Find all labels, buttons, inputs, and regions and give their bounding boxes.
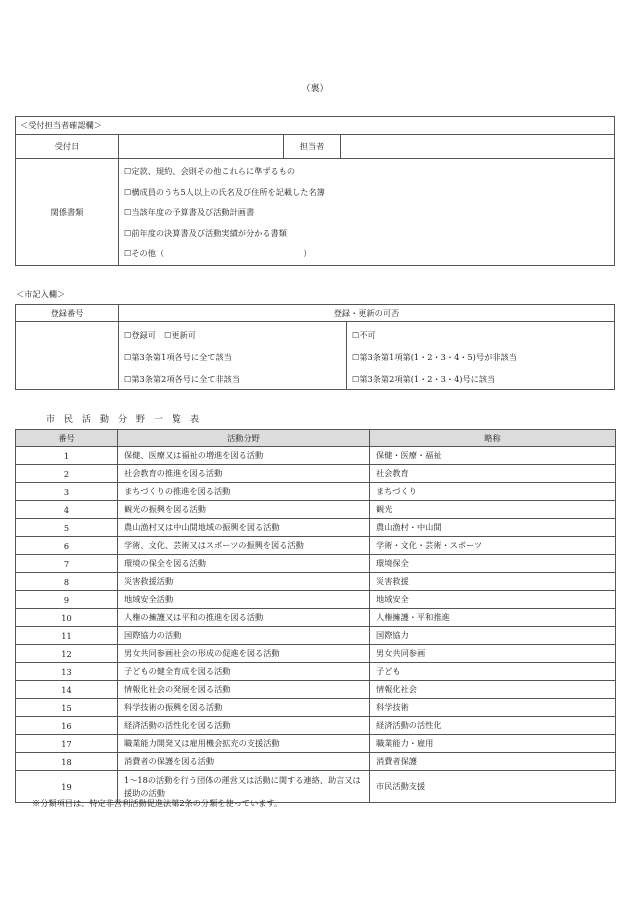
city-header-row bbox=[16, 305, 614, 322]
row-number: 14 bbox=[16, 681, 118, 699]
row-abbr: 人権擁護・平和推進 bbox=[370, 609, 616, 627]
row-abbr: 保健・医療・福祉 bbox=[370, 447, 616, 465]
art3-p1-all-check[interactable]: ☐第3条第1項各号に全て該当 bbox=[124, 352, 232, 362]
reception-section bbox=[15, 116, 615, 266]
reception-docs-list bbox=[119, 159, 614, 266]
row-field: 子どもの健全育成を図る活動 bbox=[118, 663, 370, 681]
row-field: 社会教育の推進を図る活動 bbox=[118, 465, 370, 483]
city-title: ＜市記入欄＞ bbox=[16, 289, 66, 299]
row-field: 災害救援活動 bbox=[118, 573, 370, 591]
doc-check-5[interactable]: ☐その他（ ） bbox=[124, 248, 312, 258]
reception-title: ＜受付担当者確認欄＞ bbox=[16, 117, 614, 135]
doc-check-1[interactable]: ☐定款、規約、会則その他これらに準ずるもの bbox=[124, 166, 296, 176]
row-abbr: 消費者保護 bbox=[370, 753, 616, 771]
reg-no-label: 登録番号 bbox=[16, 305, 119, 321]
reception-person-label: 担当者 bbox=[284, 135, 341, 158]
table-row bbox=[16, 447, 616, 465]
table-row bbox=[16, 501, 616, 519]
row-abbr: 科学技術 bbox=[370, 699, 616, 717]
row-field: 地域安全活動 bbox=[118, 591, 370, 609]
col-abbr-header: 略称 bbox=[370, 430, 616, 447]
table-row bbox=[16, 519, 616, 537]
table-row bbox=[16, 663, 616, 681]
table-row bbox=[16, 681, 616, 699]
table-row bbox=[16, 483, 616, 501]
page-label: （裏） bbox=[301, 84, 329, 94]
row-number: 4 bbox=[16, 501, 118, 519]
row-number: 18 bbox=[16, 753, 118, 771]
table-row bbox=[16, 699, 616, 717]
row-field: 農山漁村又は中山間地域の振興を図る活動 bbox=[118, 519, 370, 537]
table-row bbox=[16, 645, 616, 663]
row-abbr: まちづくり bbox=[370, 483, 616, 501]
row-number: 3 bbox=[16, 483, 118, 501]
row-abbr: 職業能力・雇用 bbox=[370, 735, 616, 753]
city-body-row bbox=[16, 322, 614, 390]
table-row bbox=[16, 555, 616, 573]
reg-no-field[interactable] bbox=[16, 322, 119, 390]
row-field: 経済活動の活性化を図る活動 bbox=[118, 717, 370, 735]
doc-check-3[interactable]: ☐当該年度の予算書及び活動計画書 bbox=[124, 207, 255, 217]
row-abbr: 情報化社会 bbox=[370, 681, 616, 699]
activity-table bbox=[15, 429, 616, 803]
row-abbr: 社会教育 bbox=[370, 465, 616, 483]
city-section bbox=[15, 304, 615, 390]
row-field: 保健、医療又は福祉の増進を図る活動 bbox=[118, 447, 370, 465]
row-abbr: 男女共同参画 bbox=[370, 645, 616, 663]
row-abbr: 環境保全 bbox=[370, 555, 616, 573]
table-row bbox=[16, 753, 616, 771]
reception-docs-row bbox=[16, 159, 614, 266]
row-field: 観光の振興を図る活動 bbox=[118, 501, 370, 519]
row-abbr: 子ども bbox=[370, 663, 616, 681]
row-abbr: 学術・文化・芸術・スポーツ bbox=[370, 537, 616, 555]
reject-check[interactable]: ☐不可 bbox=[352, 330, 376, 340]
row-abbr: 災害救援 bbox=[370, 573, 616, 591]
row-field: 情報化社会の発展を図る活動 bbox=[118, 681, 370, 699]
row-field: 人権の擁護又は平和の推進を図る活動 bbox=[118, 609, 370, 627]
row-number: 9 bbox=[16, 591, 118, 609]
approve-check[interactable]: ☐登録可 ☐更新可 bbox=[124, 330, 196, 340]
row-number: 5 bbox=[16, 519, 118, 537]
table-row bbox=[16, 627, 616, 645]
row-field: 職業能力開発又は雇用機会拡充の支援活動 bbox=[118, 735, 370, 753]
reception-date-field[interactable] bbox=[119, 135, 284, 158]
col-field-header: 活動分野 bbox=[118, 430, 370, 447]
doc-check-4[interactable]: ☐前年度の決算書及び活動実績が分かる書類 bbox=[124, 227, 287, 238]
approval-right bbox=[347, 322, 614, 390]
row-abbr: 観光 bbox=[370, 501, 616, 519]
row-field: 学術、文化、芸術又はスポーツの振興を図る活動 bbox=[118, 537, 370, 555]
art3-p1-item-check[interactable]: ☐第3条第1項第(1・2・3・4・5)号が非該当 bbox=[352, 352, 517, 362]
row-field: 1～18の活動を行う団体の運営又は活動に関する連絡、助言又は援助の活動 bbox=[118, 771, 370, 803]
row-field: 環境の保全を図る活動 bbox=[118, 555, 370, 573]
row-number: 17 bbox=[16, 735, 118, 753]
approval-left bbox=[119, 322, 347, 390]
row-abbr: 経済活動の活性化 bbox=[370, 717, 616, 735]
row-number: 12 bbox=[16, 645, 118, 663]
row-number: 16 bbox=[16, 717, 118, 735]
doc-check-2[interactable]: ☐構成員のうち5人以上の氏名及び住所を記載した名簿 bbox=[124, 186, 325, 197]
reception-date-label: 受付日 bbox=[16, 135, 119, 158]
row-number: 10 bbox=[16, 609, 118, 627]
art3-p2-item-check[interactable]: ☐第3条第2項第(1・2・3・4)号に該当 bbox=[352, 374, 496, 384]
row-field: 男女共同参画社会の形成の促進を図る活動 bbox=[118, 645, 370, 663]
row-number: 6 bbox=[16, 537, 118, 555]
row-abbr: 市民活動支援 bbox=[370, 771, 616, 803]
row-number: 15 bbox=[16, 699, 118, 717]
table-row bbox=[16, 573, 616, 591]
table-row bbox=[16, 717, 616, 735]
table-row bbox=[16, 735, 616, 753]
row-number: 13 bbox=[16, 663, 118, 681]
table-row bbox=[16, 465, 616, 483]
row-field: まちづくりの推進を図る活動 bbox=[118, 483, 370, 501]
row-abbr: 国際協力 bbox=[370, 627, 616, 645]
row-number: 2 bbox=[16, 465, 118, 483]
row-number: 19 bbox=[16, 771, 118, 803]
row-abbr: 農山漁村・中山間 bbox=[370, 519, 616, 537]
row-field: 科学技術の振興を図る活動 bbox=[118, 699, 370, 717]
reception-person-field[interactable] bbox=[341, 135, 614, 158]
reception-date-row bbox=[16, 135, 614, 159]
row-number: 1 bbox=[16, 447, 118, 465]
row-field: 国際協力の活動 bbox=[118, 627, 370, 645]
row-number: 8 bbox=[16, 573, 118, 591]
footnote: ※分類項目は、特定非営利活動促進法第2条の分類を使っています。 bbox=[32, 798, 283, 808]
approval-label: 登録・更新の可否 bbox=[333, 308, 400, 318]
list-title: 市 民 活 動 分 野 一 覧 表 bbox=[46, 415, 200, 425]
row-field: 消費者の保護を図る活動 bbox=[118, 753, 370, 771]
table-row bbox=[16, 537, 616, 555]
row-abbr: 地域安全 bbox=[370, 591, 616, 609]
reception-docs-label: 関係書類 bbox=[16, 159, 119, 266]
art3-p2-none-check[interactable]: ☐第3条第2項各号に全て非該当 bbox=[124, 374, 241, 384]
table-row bbox=[16, 591, 616, 609]
table-row bbox=[16, 609, 616, 627]
row-number: 11 bbox=[16, 627, 118, 645]
col-number-header: 番号 bbox=[16, 430, 118, 447]
row-number: 7 bbox=[16, 555, 118, 573]
